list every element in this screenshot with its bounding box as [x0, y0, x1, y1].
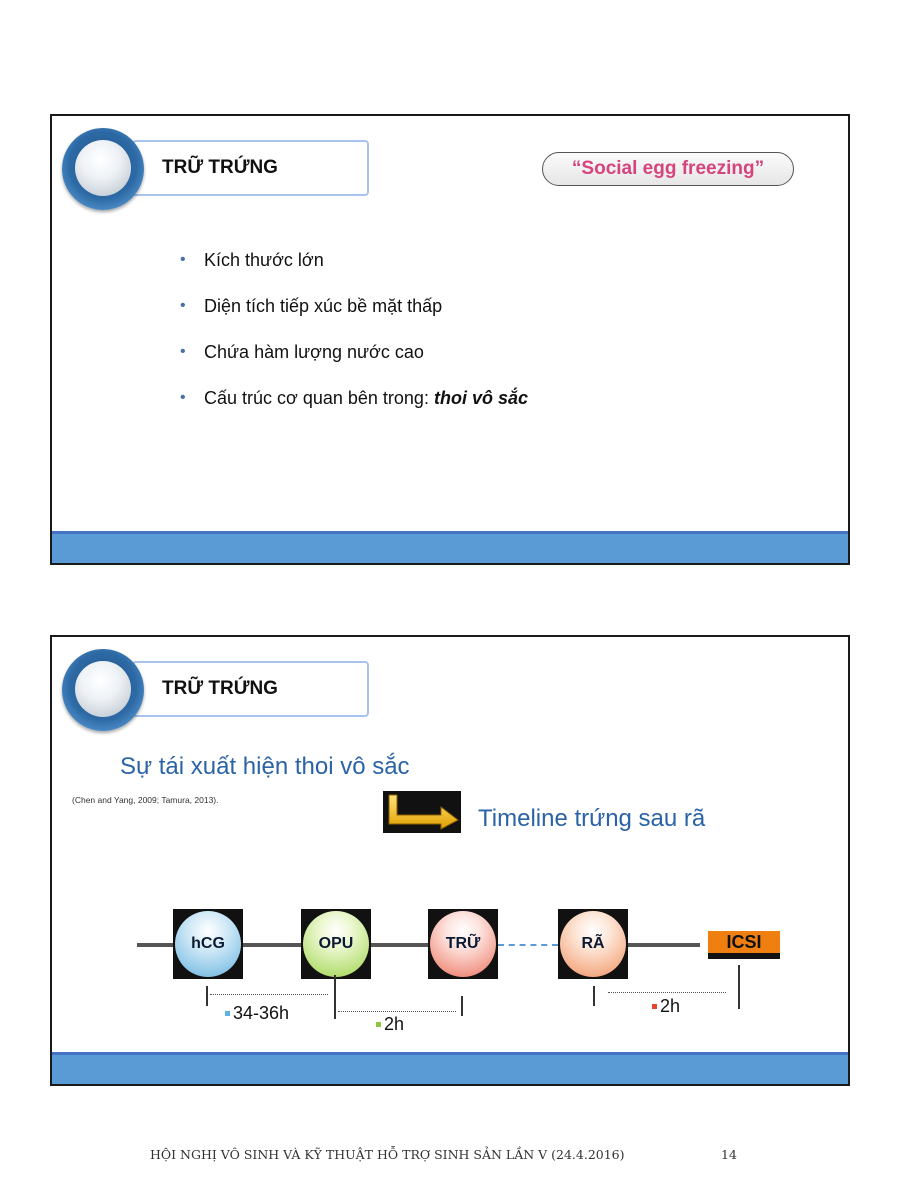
node-label: TRỮ: [430, 911, 496, 977]
timeline-connector: [628, 943, 700, 947]
timeline-connector-dashed: [498, 944, 558, 946]
slide-footer-bar: [52, 531, 848, 563]
timeline-connector: [371, 943, 428, 947]
tag-text: “Social egg freezing”: [571, 158, 765, 179]
duration-marker-icon: [225, 1011, 230, 1016]
timeline-title: Timeline trứng sau rã: [478, 805, 706, 832]
duration-text: 2h: [660, 996, 681, 1016]
bracket-mark: [608, 992, 726, 993]
bullet-text: Cấu trúc cơ quan bên trong:: [204, 388, 434, 408]
bracket-mark: [210, 994, 328, 995]
bullet-text: Chứa hàm lượng nước cao: [204, 342, 424, 362]
bullet-emphasis: thoi vô sắc: [433, 388, 528, 408]
timeline-connector: [243, 943, 301, 947]
duration-text: 34-36h: [233, 1003, 290, 1023]
orb-decoration-icon: [62, 649, 144, 731]
timeline-node-hcg: [173, 909, 243, 979]
node-label: RÃ: [560, 911, 626, 977]
duration-marker-icon: [652, 1004, 657, 1009]
duration-label: [225, 1003, 289, 1024]
timeline-node-opu: [301, 909, 371, 979]
timeline-node-tru: [428, 909, 498, 979]
social-egg-freezing-tag: [542, 152, 794, 186]
slide-footer-bar: [52, 1052, 848, 1084]
list-item: [178, 384, 528, 430]
slide-2-title: [132, 661, 369, 717]
slide-1: [50, 114, 850, 565]
bullet-list: [178, 246, 528, 430]
slide-1-title: [132, 140, 369, 196]
page-number: 14: [721, 1147, 737, 1162]
citation: (Chen and Yang, 2009; Tamura, 2013).: [72, 795, 219, 805]
timeline-node-ra: [558, 909, 628, 979]
bracket-mark: [461, 996, 463, 1016]
bullet-icon: •: [180, 297, 186, 314]
list-item: [178, 338, 528, 384]
slide-1-title-text: TRỮ TRỨNG: [162, 157, 278, 178]
slide-2: [50, 635, 850, 1086]
slide-2-subtitle: Sự tái xuất hiện thoi vô sắc: [120, 753, 410, 780]
duration-text: 2h: [384, 1014, 405, 1034]
duration-label: [652, 996, 680, 1017]
bracket-mark: [334, 975, 336, 1019]
bracket-mark: [738, 965, 740, 1009]
timeline-connector: [137, 943, 173, 947]
bracket-mark: [338, 1011, 456, 1012]
bullet-icon: •: [180, 343, 186, 360]
duration-marker-icon: [376, 1022, 381, 1027]
orb-decoration-icon: [62, 128, 144, 210]
list-item: [178, 292, 528, 338]
footer-text: HỘI NGHỊ VÔ SINH VÀ KỸ THUẬT HỖ TRỢ SINH SẢN LẦN V (24.4.2016): [150, 1147, 625, 1162]
bullet-text: Kích thước lớn: [204, 250, 324, 270]
timeline-node-icsi: [708, 931, 780, 959]
bullet-text: Diện tích tiếp xúc bề mặt thấp: [204, 296, 443, 316]
bracket-mark: [206, 986, 208, 1006]
node-label: OPU: [303, 911, 369, 977]
list-item: [178, 246, 528, 292]
bent-arrow-icon: [383, 791, 461, 833]
duration-label: [376, 1014, 404, 1035]
node-label: hCG: [175, 911, 241, 977]
bullet-icon: •: [180, 251, 186, 268]
node-label: ICSI: [708, 931, 780, 953]
bullet-icon: •: [180, 389, 186, 406]
bracket-mark: [593, 986, 595, 1006]
slide-2-title-text: TRỮ TRỨNG: [162, 678, 278, 699]
